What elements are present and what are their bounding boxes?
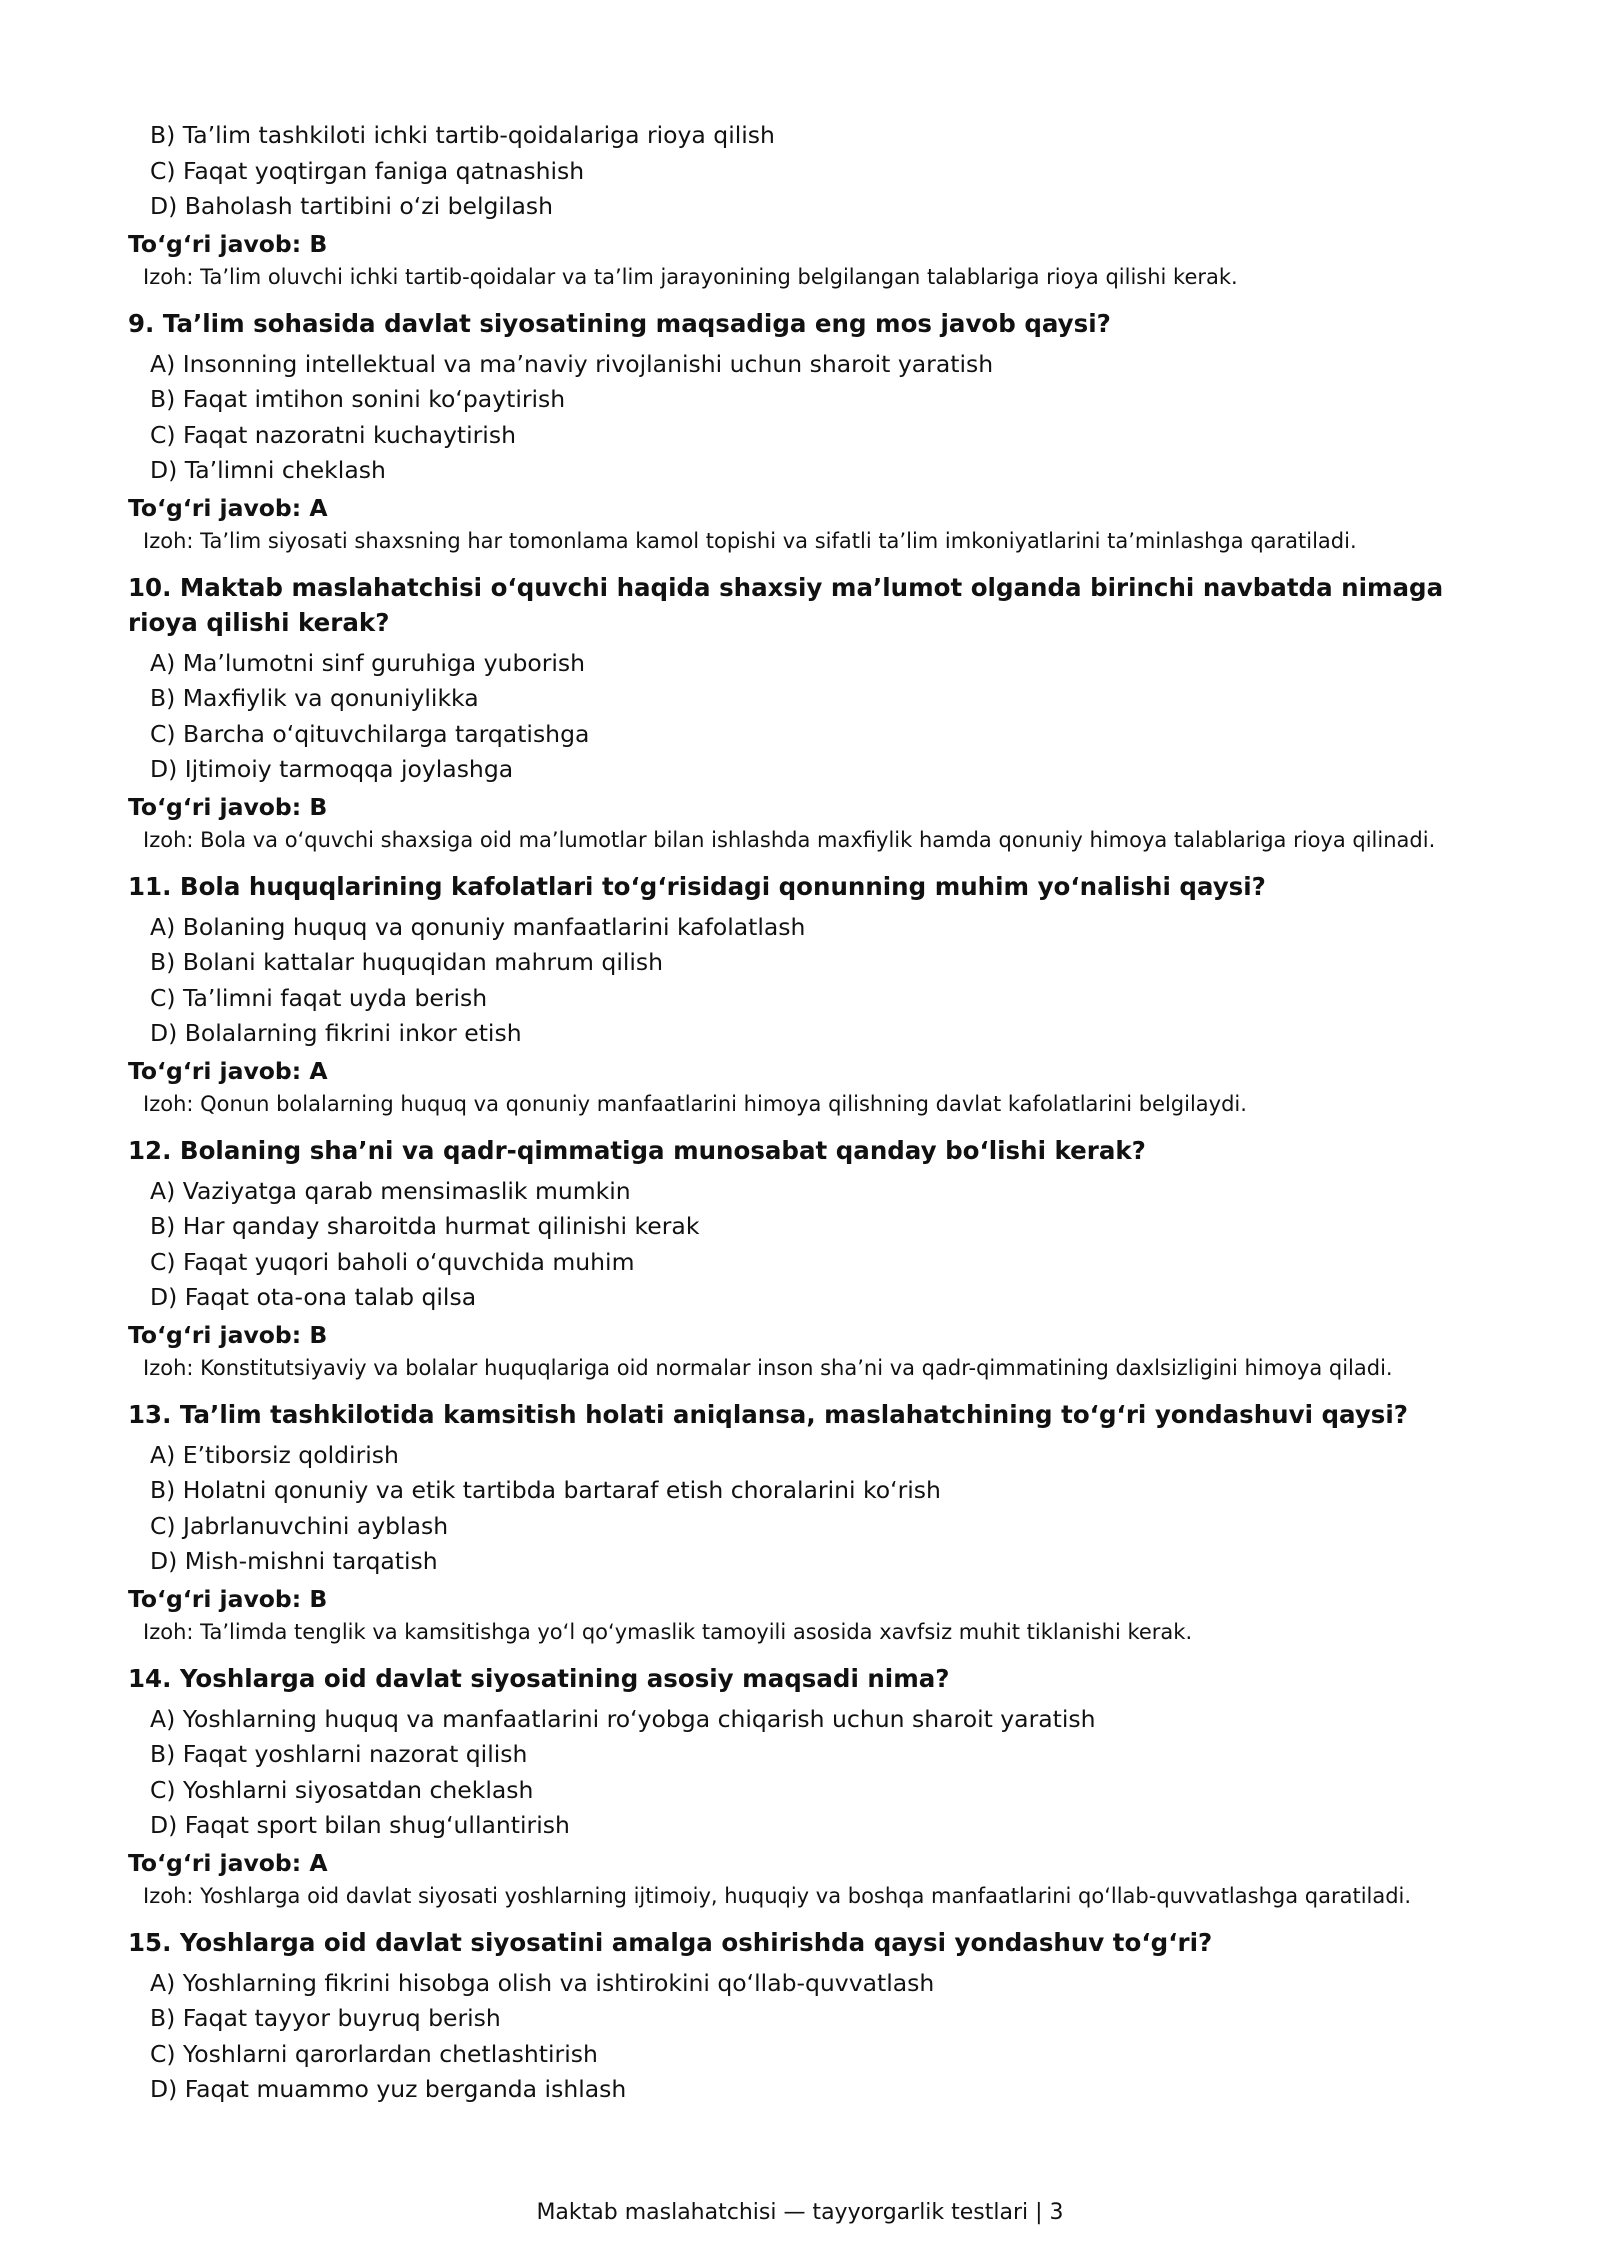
question-title: 12. Bolaning sha’ni va qadr-qimmatiga munosabat qanday bo‘lishi kerak? <box>128 1135 1146 1165</box>
question-12 <box>128 1133 1488 1383</box>
option-b: B) Holatni qonuniy va etik tartibda bartaraf etish choralarini ko‘rish <box>150 1476 941 1504</box>
option-d: D) Faqat ota-ona talab qilsa <box>150 1283 477 1311</box>
option-d: D) Mish-mishni tarqatish <box>150 1547 438 1575</box>
correct-answer: To‘g‘ri javob: A <box>128 1056 328 1085</box>
option-b: B) Faqat yoshlarni nazorat qilish <box>150 1740 528 1768</box>
correct-answer: To‘g‘ri javob: A <box>128 1848 328 1877</box>
option-b: B) Maxfiylik va qonuniylikka <box>150 684 479 712</box>
explanation: Izoh: Qonun bolalarning huquq va qonuniy manfaatlarini himoya qilishning davlat kafolatlarini belgilaydi. <box>143 1091 1247 1116</box>
correct-answer: To‘g‘ri javob: B <box>128 1584 328 1613</box>
options-list <box>128 1174 1488 1316</box>
correct-answer: To‘g‘ri javob: B <box>128 792 328 821</box>
option-d: D) Bolalarning fikrini inkor etish <box>150 1019 522 1047</box>
option-c: C) Faqat yoqtirgan faniga qatnashish <box>150 156 585 185</box>
question-11 <box>128 869 1488 1119</box>
options-list <box>128 646 1488 788</box>
page-content <box>128 118 1488 2108</box>
option-a: A) Yoshlarning huquq va manfaatlarini ro‘yobga chiqarish uchun sharoit yaratish <box>150 1704 1096 1733</box>
question-title: 9. Ta’lim sohasida davlat siyosatining maqsadiga eng mos javob qaysi? <box>128 308 1111 338</box>
option-d: D) Faqat muammo yuz berganda ishlash <box>150 2075 627 2103</box>
question-title: 14. Yoshlarga oid davlat siyosatining asosiy maqsadi nima? <box>128 1663 950 1693</box>
explanation: Izoh: Yoshlarga oid davlat siyosati yoshlarning ijtimoiy, huquqiy va boshqa manfaatlarini qo‘llab-quvvatlashga qaratiladi. <box>143 1883 1412 1908</box>
question-title: 10. Maktab maslahatchisi o‘quvchi haqida shaxsiy ma’lumot olganda birinchi navbatda nimaga rioya qilishi kerak? <box>128 572 1444 637</box>
option-c: C) Jabrlanuvchini ayblash <box>150 1511 449 1540</box>
option-c: C) Yoshlarni siyosatdan cheklash <box>150 1775 534 1804</box>
option-d: D) Ta’limni cheklash <box>150 456 386 484</box>
question-title: 11. Bola huquqlarining kafolatlari to‘g‘risidagi qonunning muhim yo‘nalishi qaysi? <box>128 871 1266 901</box>
option-a: A) Yoshlarning fikrini hisobga olish va ishtirokini qo‘llab-quvvatlash <box>150 1968 935 1997</box>
question-10 <box>128 570 1488 855</box>
option-c: C) Faqat nazoratni kuchaytirish <box>150 420 516 449</box>
option-d: D) Ijtimoiy tarmoqqa joylashga <box>150 755 514 783</box>
explanation: Izoh: Ta’lim oluvchi ichki tartib-qoidalar va ta’lim jarayonining belgilangan talablariga rioya qilishi kerak. <box>143 264 1238 289</box>
page-footer: Maktab maslahatchisi — tayyorgarlik testlari | 3 <box>536 2200 1064 2225</box>
question-title: 13. Ta’lim tashkilotida kamsitish holati aniqlansa, maslahatchining to‘g‘ri yondashuvi qaysi? <box>128 1399 1408 1429</box>
explanation: Izoh: Ta’lim siyosati shaxsning har tomonlama kamol topishi va sifatli ta’lim imkoniyatlarini ta’minlashga qaratiladi. <box>143 528 1357 553</box>
option-b: B) Har qanday sharoitda hurmat qilinishi kerak <box>150 1212 700 1240</box>
options-list <box>128 347 1488 489</box>
explanation: Izoh: Ta’limda tenglik va kamsitishga yo‘l qo‘ymaslik tamoyili asosida xavfsiz muhit tiklanishi kerak. <box>143 1619 1193 1644</box>
lead-options <box>128 118 1488 225</box>
question-14 <box>128 1661 1488 1911</box>
options-list <box>128 1702 1488 1844</box>
option-c: C) Faqat yuqori baholi o‘quvchida muhim <box>150 1247 635 1276</box>
correct-answer: To‘g‘ri javob: A <box>128 493 328 522</box>
option-a: A) Ma’lumotni sinf guruhiga yuborish <box>150 648 586 677</box>
option-d: D) Baholash tartibini o‘zi belgilash <box>150 192 554 220</box>
explanation: Izoh: Bola va o‘quvchi shaxsiga oid ma’lumotlar bilan ishlashda maxfiylik hamda qonuniy himoya talablariga rioya qilinadi. <box>143 827 1436 852</box>
question-15 <box>128 1925 1488 2108</box>
option-a: A) Bolaning huquq va qonuniy manfaatlarini kafolatlash <box>150 912 806 941</box>
option-c: C) Ta’limni faqat uyda berish <box>150 983 488 1012</box>
question-title: 15. Yoshlarga oid davlat siyosatini amalga oshirishda qaysi yondashuv to‘g‘ri? <box>128 1927 1213 1957</box>
option-b: B) Faqat tayyor buyruq berish <box>150 2004 501 2032</box>
option-b: B) Bolani kattalar huquqidan mahrum qilish <box>150 948 664 976</box>
option-a: A) Insonning intellektual va ma’naviy rivojlanishi uchun sharoit yaratish <box>150 349 994 378</box>
question-13 <box>128 1397 1488 1647</box>
option-c: C) Barcha o‘qituvchilarga tarqatishga <box>150 719 590 748</box>
option-b: B) Ta’lim tashkiloti ichki tartib-qoidalariga rioya qilish <box>150 121 775 149</box>
correct-answer: To‘g‘ri javob: B <box>128 1320 328 1349</box>
option-b: B) Faqat imtihon sonini ko‘paytirish <box>150 385 566 413</box>
option-d: D) Faqat sport bilan shug‘ullantirish <box>150 1811 570 1839</box>
option-a: A) E’tiborsiz qoldirish <box>150 1440 399 1469</box>
option-a: A) Vaziyatga qarab mensimaslik mumkin <box>150 1176 631 1205</box>
correct-answer: To‘g‘ri javob: B <box>128 229 328 258</box>
lead-block <box>128 118 1488 292</box>
options-list <box>128 1966 1488 2108</box>
option-c: C) Yoshlarni qarorlardan chetlashtirish <box>150 2039 598 2068</box>
options-list <box>128 1438 1488 1580</box>
options-list <box>128 910 1488 1052</box>
question-9 <box>128 306 1488 556</box>
explanation: Izoh: Konstitutsiyaviy va bolalar huquqlariga oid normalar inson sha’ni va qadr-qimmatining daxlsizligini himoya qiladi. <box>143 1355 1393 1380</box>
